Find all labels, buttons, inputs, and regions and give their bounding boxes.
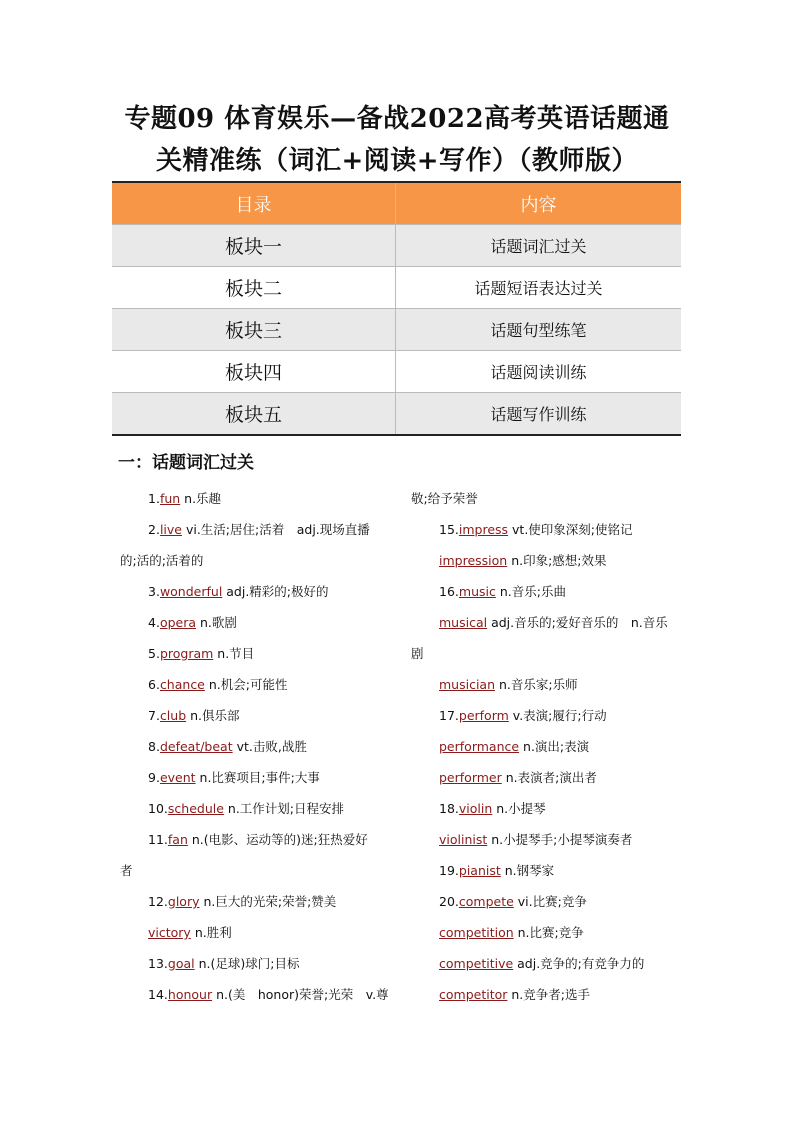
vocab-definition: n.胜利 bbox=[190, 925, 232, 940]
vocab-line bbox=[411, 545, 681, 576]
vocab-definition: vt.击败,战胜 bbox=[232, 739, 307, 754]
block-content: 话题写作训练 bbox=[396, 393, 682, 436]
vocab-word: chance bbox=[159, 677, 205, 692]
title-line-1: 专题09 体育娱乐—备战2022高考英语话题通 bbox=[124, 104, 670, 134]
vocab-definition: n.音乐;乐曲 bbox=[495, 584, 566, 599]
table-row bbox=[112, 225, 681, 267]
vocab-line bbox=[120, 700, 390, 731]
vocab-number: 16. bbox=[439, 584, 459, 599]
vocab-definition: n.(美 honor)荣誉;光荣 v.尊 bbox=[212, 987, 389, 1002]
vocab-line bbox=[411, 886, 681, 917]
vocab-definition: adj.竞争的;有竞争力的 bbox=[513, 956, 645, 971]
vocab-number: 19. bbox=[439, 863, 459, 878]
vocab-line bbox=[411, 638, 681, 669]
vocab-word: violinist bbox=[439, 832, 488, 847]
contents-table bbox=[112, 181, 681, 436]
table-row bbox=[112, 267, 681, 309]
vocab-definition: n.音乐家;乐师 bbox=[495, 677, 578, 692]
vocab-line bbox=[411, 669, 681, 700]
vocab-word: program bbox=[159, 646, 214, 661]
vocab-column-left bbox=[120, 483, 390, 1010]
vocab-line bbox=[411, 607, 681, 638]
vocab-word: glory bbox=[167, 894, 200, 909]
vocab-number: 13. bbox=[148, 956, 168, 971]
vocab-line bbox=[120, 824, 390, 855]
vocab-definition: n.俱乐部 bbox=[186, 708, 240, 723]
vocab-line bbox=[411, 483, 681, 514]
vocab-definition: n.表演者;演出者 bbox=[501, 770, 597, 785]
vocab-definition: adj.精彩的;极好的 bbox=[222, 584, 329, 599]
vocab-definition: n.工作计划;日程安排 bbox=[223, 801, 345, 816]
vocab-line bbox=[120, 948, 390, 979]
vocab-word: event bbox=[159, 770, 196, 785]
vocab-word: perform bbox=[458, 708, 509, 723]
vocab-word: impress bbox=[458, 522, 509, 537]
block-label: 板块二 bbox=[112, 267, 396, 309]
vocab-number: 7. bbox=[148, 708, 160, 723]
vocab-word: schedule bbox=[167, 801, 224, 816]
page-title bbox=[100, 98, 694, 182]
vocab-line bbox=[411, 948, 681, 979]
vocab-number: 3. bbox=[148, 584, 160, 599]
vocab-line bbox=[411, 700, 681, 731]
vocab-definition: n.机会;可能性 bbox=[204, 677, 288, 692]
vocab-number: 12. bbox=[148, 894, 168, 909]
vocab-definition: n.节目 bbox=[213, 646, 255, 661]
table-row bbox=[112, 351, 681, 393]
vocab-definition: n.乐趣 bbox=[180, 491, 222, 506]
vocab-word: opera bbox=[159, 615, 197, 630]
vocab-line bbox=[120, 514, 390, 545]
vocab-definition: n.印象;感想;效果 bbox=[507, 553, 607, 568]
vocab-definition: 者 bbox=[120, 863, 133, 878]
vocab-definition: 剧 bbox=[411, 646, 424, 661]
vocab-number: 14. bbox=[148, 987, 168, 1002]
vocab-definition: n.演出;表演 bbox=[519, 739, 590, 754]
vocab-word: competition bbox=[439, 925, 514, 940]
vocab-word: music bbox=[458, 584, 496, 599]
vocab-line bbox=[120, 483, 390, 514]
vocab-definition: vi.生活;居住;活着 adj.现场直播 bbox=[181, 522, 370, 537]
header-catalog: 目录 bbox=[112, 182, 396, 225]
vocab-number: 6. bbox=[148, 677, 160, 692]
block-content: 话题阅读训练 bbox=[396, 351, 682, 393]
vocab-definition: n.歌剧 bbox=[196, 615, 237, 630]
vocab-number: 15. bbox=[439, 522, 459, 537]
block-label: 板块一 bbox=[112, 225, 396, 267]
vocab-definition: n.竞争者;选手 bbox=[507, 987, 590, 1002]
vocab-word: competitive bbox=[439, 956, 514, 971]
vocab-word: goal bbox=[167, 956, 195, 971]
vocab-number: 4. bbox=[148, 615, 160, 630]
vocab-word: pianist bbox=[458, 863, 501, 878]
vocab-line bbox=[411, 731, 681, 762]
vocab-line bbox=[120, 669, 390, 700]
vocab-definition: n.(足球)球门;目标 bbox=[194, 956, 300, 971]
vocab-line bbox=[411, 576, 681, 607]
block-content: 话题短语表达过关 bbox=[396, 267, 682, 309]
vocab-word: musician bbox=[439, 677, 496, 692]
vocab-number: 8. bbox=[148, 739, 160, 754]
vocab-line bbox=[120, 917, 390, 948]
vocab-number: 5. bbox=[148, 646, 160, 661]
vocab-word: violin bbox=[458, 801, 493, 816]
vocab-definition: n.比赛项目;事件;大事 bbox=[195, 770, 320, 785]
block-label: 板块五 bbox=[112, 393, 396, 436]
block-label: 板块四 bbox=[112, 351, 396, 393]
vocab-word: club bbox=[159, 708, 187, 723]
vocab-column-right bbox=[411, 483, 681, 1010]
vocab-number: 17. bbox=[439, 708, 459, 723]
vocab-word: performer bbox=[439, 770, 502, 785]
vocab-word: impression bbox=[439, 553, 508, 568]
vocab-line bbox=[120, 762, 390, 793]
header-content: 内容 bbox=[396, 182, 682, 225]
vocab-number: 9. bbox=[148, 770, 160, 785]
vocab-word: fan bbox=[167, 832, 188, 847]
vocab-number: 18. bbox=[439, 801, 459, 816]
vocab-definition: 敬;给予荣誉 bbox=[411, 491, 478, 506]
block-content: 话题词汇过关 bbox=[396, 225, 682, 267]
vocab-word: victory bbox=[148, 925, 191, 940]
vocab-definition: n.(电影、运动等的)迷;狂热爱好 bbox=[187, 832, 368, 847]
vocab-line bbox=[411, 514, 681, 545]
vocab-word: fun bbox=[159, 491, 181, 506]
vocab-line bbox=[411, 824, 681, 855]
vocab-number: 2. bbox=[148, 522, 160, 537]
vocab-word: performance bbox=[439, 739, 520, 754]
vocab-word: musical bbox=[439, 615, 488, 630]
vocab-definition: n.小提琴手;小提琴演奏者 bbox=[487, 832, 633, 847]
vocab-definition: n.巨大的光荣;荣誉;赞美 bbox=[199, 894, 337, 909]
block-content: 话题句型练笔 bbox=[396, 309, 682, 351]
vocab-definition: n.小提琴 bbox=[492, 801, 546, 816]
vocab-line bbox=[120, 576, 390, 607]
vocab-word: defeat/beat bbox=[159, 739, 233, 754]
section-heading: 一：话题词汇过关 bbox=[118, 453, 254, 473]
table-row bbox=[112, 393, 681, 436]
vocab-line bbox=[411, 979, 681, 1010]
vocab-number: 10. bbox=[148, 801, 168, 816]
vocab-line bbox=[411, 855, 681, 886]
vocab-line bbox=[411, 762, 681, 793]
title-line-2: 关精准练（词汇+阅读+写作）（教师版） bbox=[155, 146, 639, 176]
vocab-line bbox=[411, 793, 681, 824]
vocab-word: competitor bbox=[439, 987, 508, 1002]
vocab-word: honour bbox=[167, 987, 213, 1002]
vocab-number: 20. bbox=[439, 894, 459, 909]
vocab-line bbox=[120, 638, 390, 669]
vocab-number: 1. bbox=[148, 491, 160, 506]
vocab-number: 11. bbox=[148, 832, 168, 847]
vocab-line bbox=[120, 793, 390, 824]
vocab-word: live bbox=[159, 522, 182, 537]
block-label: 板块三 bbox=[112, 309, 396, 351]
vocab-line bbox=[120, 607, 390, 638]
vocab-line bbox=[120, 731, 390, 762]
table-row bbox=[112, 309, 681, 351]
vocab-definition: v.表演;履行;行动 bbox=[508, 708, 607, 723]
table-header-row bbox=[112, 182, 681, 225]
vocab-line bbox=[120, 979, 390, 1010]
vocab-line bbox=[120, 855, 390, 886]
vocab-definition: 的;活的;活着的 bbox=[120, 553, 204, 568]
vocab-definition: adj.音乐的;爱好音乐的 n.音乐 bbox=[487, 615, 668, 630]
vocab-definition: vi.比赛;竞争 bbox=[513, 894, 587, 909]
vocab-word: compete bbox=[458, 894, 514, 909]
vocab-word: wonderful bbox=[159, 584, 223, 599]
vocab-line bbox=[411, 917, 681, 948]
vocab-line bbox=[120, 886, 390, 917]
vocab-line bbox=[120, 545, 390, 576]
vocab-definition: vt.使印象深刻;使铭记 bbox=[508, 522, 633, 537]
vocab-definition: n.钢琴家 bbox=[500, 863, 555, 878]
vocab-definition: n.比赛;竞争 bbox=[513, 925, 584, 940]
